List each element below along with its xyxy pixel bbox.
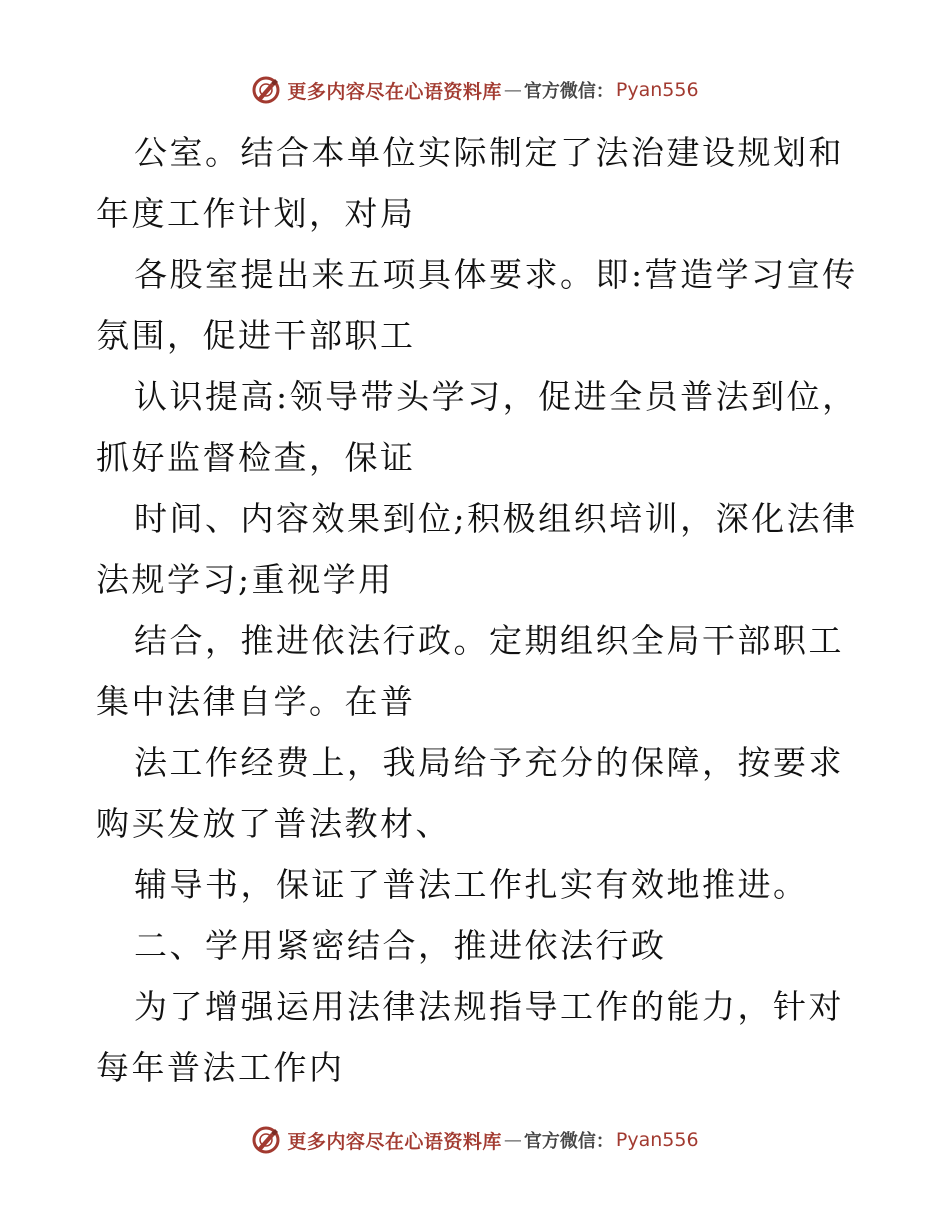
- body-paragraph: 公室。结合本单位实际制定了法治建设规划和年度工作计划，对局: [96, 133, 844, 233]
- header-wechat-id: Pyan556: [615, 79, 699, 101]
- header-watermark-banner: [0, 70, 950, 110]
- red-pen-circle-logo-icon: [251, 75, 281, 105]
- footer-separator: —: [503, 1129, 522, 1151]
- body-paragraph: 法工作经费上，我局给予充分的保障，按要求购买发放了普法教材、: [96, 743, 844, 843]
- footer-watermark-banner: [0, 1120, 950, 1160]
- red-pen-circle-logo-icon: [251, 1125, 281, 1155]
- body-paragraph: 认识提高:领导带头学习，促进全员普法到位，抓好监督检查，保证: [96, 377, 858, 477]
- footer-wechat-label: 官方微信：: [523, 1131, 614, 1152]
- footer-wechat-id: Pyan556: [615, 1129, 699, 1151]
- document-body: [96, 122, 866, 1098]
- footer-site-text: 更多内容尽在心语资料库: [287, 1130, 502, 1153]
- body-paragraph: 各股室提出来五项具体要求。即:营造学习宣传氛围，促进干部职工: [96, 255, 858, 355]
- header-separator: —: [503, 79, 522, 101]
- body-paragraph: 结合，推进依法行政。定期组织全局干部职工集中法律自学。在普: [96, 621, 844, 721]
- body-paragraph: 为了增强运用法律法规指导工作的能力，针对每年普法工作内: [96, 987, 844, 1087]
- header-wechat-label: 官方微信：: [523, 81, 614, 102]
- body-paragraph: 时间、内容效果到位;积极组织培训，深化法律法规学习;重视学用: [96, 499, 858, 599]
- body-paragraph: 辅导书，保证了普法工作扎实有效地推进。: [134, 865, 809, 904]
- header-site-text: 更多内容尽在心语资料库: [287, 80, 502, 103]
- section-heading: 二、学用紧密结合，推进依法行政: [134, 926, 667, 965]
